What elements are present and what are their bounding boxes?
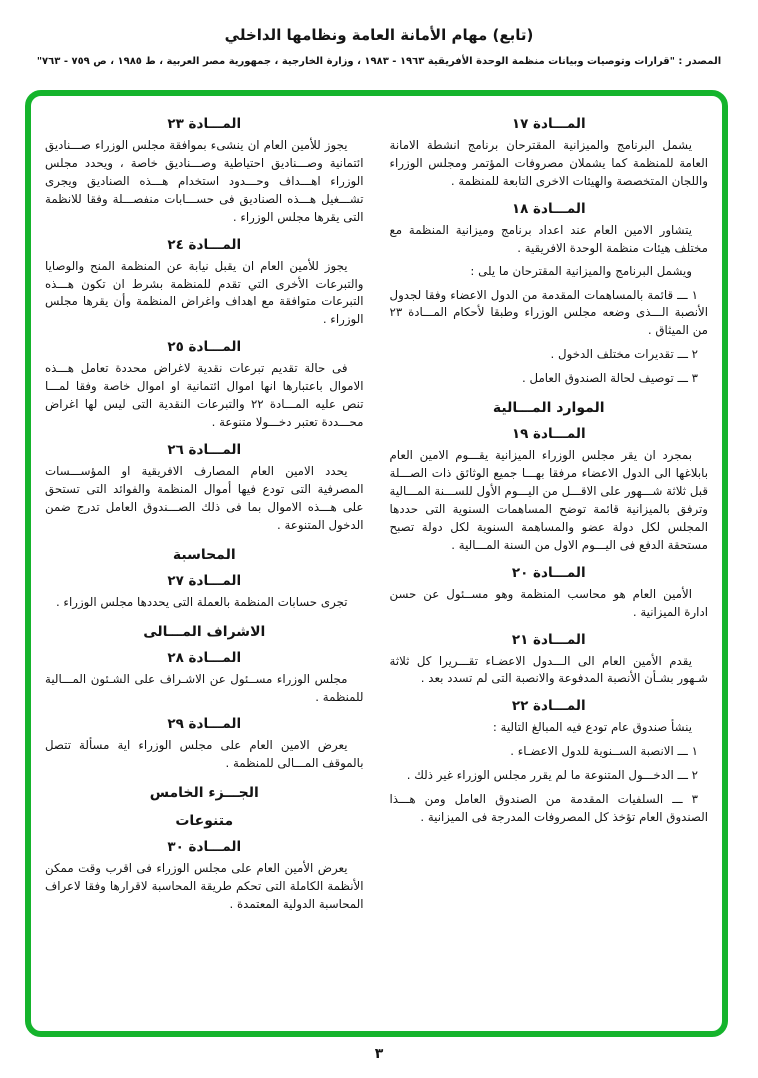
- source-line: المصدر : "قرارات وتوصيات وبيانات منظمة الوحدة الأفريقية ١٩٦٣ - ١٩٨٣ ، وزارة الخارجية ، جمهورية مصر العربية ، ط ١٩٨٥ ، ص ٧٥٩ - ٧٦٣": [36, 56, 722, 67]
- list-item: ٢ ـــ تقديرات مختلف الدخول .: [550, 347, 698, 362]
- paragraph: يحدد الامين العام المصارف الافريقية او المؤســـسات المصرفية التى تودع فيها أموال المنظمة والفوائد التى تستحق على هـــذه الاموال بما فى ذلك الصـــندوق العامل تدرج ضمن الدخول المتنوعة .: [45, 463, 364, 532]
- paragraph: مجلس الوزراء مســئول عن الاشـراف على الشـئون المـــالية للمنظمة .: [45, 671, 364, 704]
- article-heading: المـــادة ٢٨: [167, 649, 242, 666]
- section-heading: الاشراف المـــالى: [143, 623, 266, 640]
- list-item: ٣ ـــ السلفيات المقدمة من الصندوق العامل ومن هـــذا الصندوق العام تؤخذ كل المصروفات المدرجة فى الميزانية .: [389, 792, 708, 825]
- paragraph: الأمين العام هو محاسب المنظمة وهو مســئول عن حسن ادارة الميزانية .: [389, 586, 708, 619]
- section-heading: المحاسبة: [172, 546, 236, 563]
- list-item: ١ ـــ قائمة بالمساهمات المقدمة من الدول الاعضاء وفقا لجدول الأنصبة الـــذى وضعه مجلس الوزراء وطبقا لأحكام المـــادة ٢٣ من الميثاق .: [389, 287, 708, 338]
- paragraph: يعرض الأمين العام على مجلس الوزراء فى اقرب وقت ممكن الأنظمة الكاملة التى تحكم طريقة المحاسبة لاقرارها وفقا لاعراف المحاسبة الدولية المعتمدة .: [45, 861, 364, 912]
- paragraph: تجرى حسابات المنظمة بالعملة التى يحددها مجلس الوزراء .: [55, 594, 348, 609]
- article-heading: المـــادة ٢٩: [167, 716, 242, 733]
- paragraph: ينشأ صندوق عام تودع فيه المبالغ التالية :: [492, 720, 692, 735]
- section-heading: الموارد المـــالية: [492, 400, 605, 417]
- paragraph: يقدم الأمين العام الى الـــدول الاعضـاء تقـــريرا كل ثلاثة شـهور بشـأن الأنصبة المدفوعة والانصبة التى لم تسدد بعد .: [389, 653, 708, 686]
- section-heading: الجـــزء الخامس: [149, 785, 259, 802]
- article-heading: المـــادة ٢٥: [167, 339, 242, 356]
- article-heading: المـــادة ٣٠: [167, 839, 242, 856]
- paragraph: يشمل البرنامج والميزانية المقترحان برنامج انشطة الامانة العامة للمنظمة كما يشملان مصروفات المؤتمر ومجلس الوزراء واللجان المتخصصة والهيئات الاخرى التابعة للمنظمة .: [389, 138, 708, 188]
- document-frame: [25, 90, 728, 1037]
- paragraph: يجوز للأمين العام ان ينشىء بموافقة مجلس الوزراء صـــناديق ائتمانية وصـــناديق احتياطية وصـــناديق خاصة ، ويحدد مجلس الوزراء اهـــداف وحـــدود استخدام هـــذه الصناديق ويجرى تشـــغيل هـــذه الصناديق فى حســـابات منفصـــلة وفقا للانظمة التى يقرها مجلس الوزراء .: [45, 138, 364, 224]
- article-heading: المـــادة ١٧: [511, 116, 586, 132]
- column-right-articles-17-22: [390, 106, 709, 1021]
- article-heading: المـــادة ١٩: [511, 426, 586, 443]
- paragraph: يجوز للأمين العام ان يقبل نيابة عن المنظمة المنح والوصايا والتبرعات الأخرى التي تقدم للمنظمة بشرط ان تكون هـــذه التبرعات متوافقة مع اهداف واغراض المنظمة وأن يقرها مجلس الوزراء .: [45, 258, 364, 327]
- article-heading: المـــادة ٢٤: [167, 236, 242, 253]
- column-left-articles-23-30: [45, 106, 364, 1021]
- article-heading: المـــادة ١٨: [511, 200, 586, 217]
- paragraph: يتشاور الامين العام عند اعداد برنامج وميزانية المنظمة مع مختلف هيئات منظمة الوحدة الافريقية .: [389, 222, 708, 255]
- paragraph: يعرض الامين العام على مجلس الوزراء اية مسألة تتصل بالموقف المـــالى للمنظمة .: [45, 738, 364, 771]
- list-item: ٢ ـــ الدخـــول المتنوعة ما لم يقرر مجلس الوزراء غير ذلك .: [406, 768, 698, 783]
- page-title: (تابع) مهام الأمانة العامة ونظامها الداخلي: [224, 26, 534, 44]
- paragraph: فى حالة تقديم تبرعات نقدية لاغراض محددة تعامل هـــذه الاموال باعتبارها انها اموال ائتمانية او اموال خاصة وفقا لمـــا تنص عليه المـــادة ٢٢ والتبرعات النقدية التى ليس لها اغراض محـــددة تعتبر دخـــولا متنوعة .: [45, 361, 364, 430]
- two-column-layout: [45, 106, 708, 1021]
- article-heading: المـــادة ٢٢: [511, 698, 586, 715]
- list-item: ١ ـــ الانصبة الســنوية للدول الاعضـاء .: [510, 744, 698, 759]
- section-heading: متنوعات: [175, 813, 234, 830]
- list-item: ٣ ـــ توصيف لحالة الصندوق العامل .: [522, 371, 698, 386]
- article-heading: المـــادة ٢٦: [167, 441, 242, 458]
- article-heading: المـــادة ٢٣: [167, 116, 242, 132]
- article-heading: المـــادة ٢١: [511, 631, 586, 648]
- article-heading: المـــادة ٢٧: [167, 572, 242, 589]
- paragraph: ويشمل البرنامج والميزانية المقترحان ما يلى :: [470, 263, 692, 278]
- paragraph: بمجرد ان يقر مجلس الوزراء الميزانية يقـــوم الامين العام بابلاغها الى الدول الاعضاء مرفقا بهـــا جميع الوثائق ذات الصـــلة قبل ثلاثة شـــهور على الاقـــل من اليـــوم الأول للســـنة المـــالية وترفق بالميزانية قائمة توضح المساهمات السنوية التى حددها المجلس لكل دولة عضو والمساهمة السنوية لكل دولة تصبح مستحقة الدفع فى اليـــوم الاول من السنة المـــالية .: [389, 448, 708, 552]
- article-heading: المـــادة ٢٠: [511, 564, 586, 581]
- page-number: ٣: [374, 1046, 384, 1062]
